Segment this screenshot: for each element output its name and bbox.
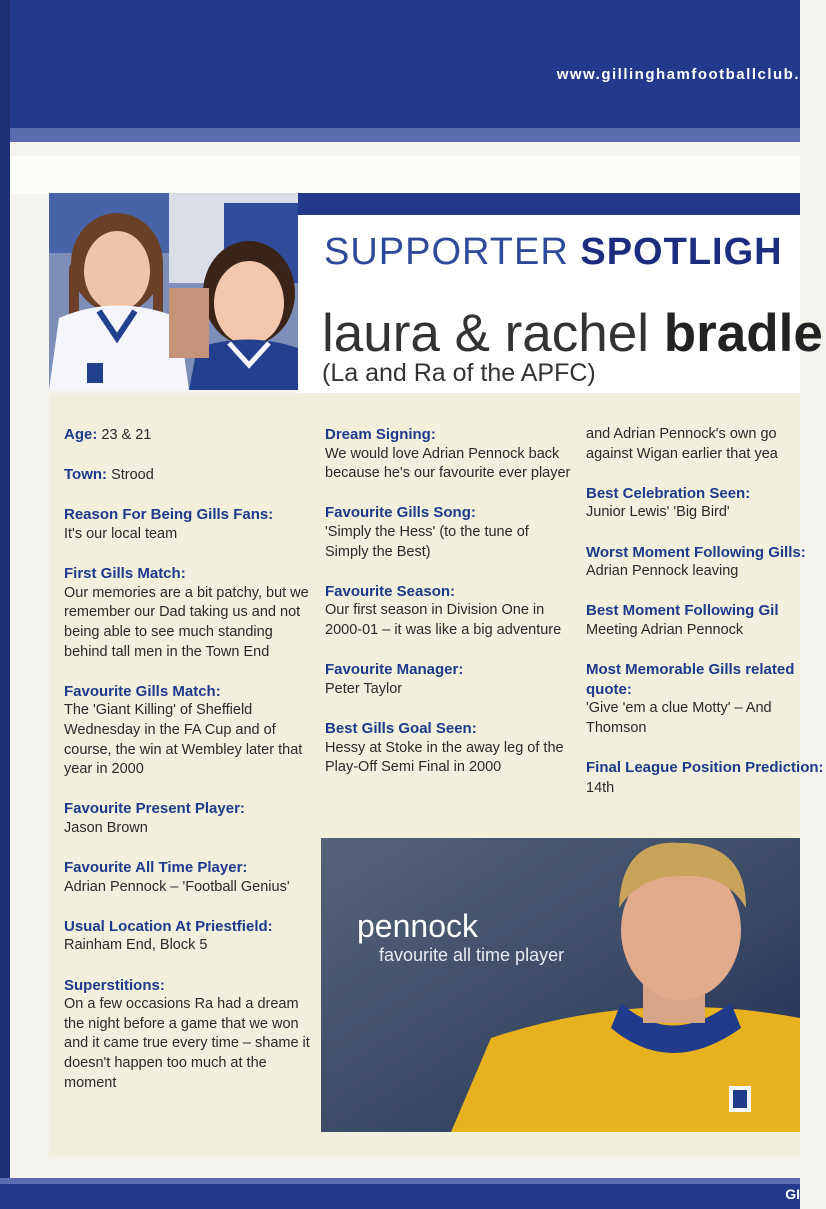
answer-text: Peter Taylor <box>325 680 403 697</box>
header-gap <box>10 156 800 194</box>
question-label: Worst Moment Following Gills: <box>586 543 806 561</box>
page-tag: GI <box>785 1186 800 1202</box>
qa-block <box>586 758 826 798</box>
answer-text: The 'Giant Killing' of Sheffield Wednesday in the FA Cup and of course, the win at Wembley later that year in 2000 <box>64 702 303 778</box>
qa-block <box>586 543 826 582</box>
question-label: Favourite Manager: <box>325 661 464 679</box>
feature-header <box>298 215 823 393</box>
answer-text: Adrian Pennock – 'Football Genius' <box>64 878 290 895</box>
qa-block <box>64 425 314 446</box>
answer-text: 'Simply the Hess' (to the tune of Simply the Best) <box>325 523 529 560</box>
player-name: pennock <box>357 908 478 944</box>
question-label: Superstitions: <box>64 976 165 994</box>
answer-text: 14th <box>586 779 615 796</box>
qa-block <box>64 682 314 780</box>
question-label: Final League Position Prediction: <box>586 759 824 777</box>
interview-column <box>586 425 826 818</box>
qa-block <box>586 425 826 464</box>
supporters-photo <box>49 193 298 390</box>
qa-block <box>325 425 575 484</box>
page-spine <box>0 0 10 1209</box>
qa-block <box>586 601 826 640</box>
qa-block <box>586 660 826 738</box>
supporter-nickname: (La and Ra of the APFC) <box>322 359 596 387</box>
answer-text: Hessy at Stoke in the away leg of the Play-Off Semi Final in 2000 <box>325 739 564 776</box>
question-label: Best Celebration Seen: <box>586 484 751 502</box>
answer-text: 'Give 'em a clue Motty' – And Thomson <box>586 700 772 736</box>
qa-block <box>64 465 314 486</box>
answer-text: On a few occasions Ra had a dream the night before a game that we won and it came true every time – shame it doesn't happen too much at the moment <box>64 996 310 1091</box>
answer-text: Strood <box>111 467 154 484</box>
qa-block <box>325 582 575 641</box>
qa-block <box>325 503 575 562</box>
qa-block <box>586 484 826 523</box>
qa-block <box>64 917 314 956</box>
answer-text: Junior Lewis' 'Big Bird' <box>586 504 730 521</box>
answer-text: We would love Adrian Pennock back because he's our favourite ever player <box>325 445 571 482</box>
answer-text: Rainham End, Block 5 <box>64 937 208 954</box>
banner-stripe <box>0 128 800 142</box>
qa-block <box>64 858 314 897</box>
answer-text: Our first season in Division One in 2000-01 – it was like a big adventure <box>325 602 562 638</box>
player-feature-photo <box>321 838 800 1132</box>
question-label: Best Moment Following Gil <box>586 602 779 620</box>
question-label: Favourite Gills Song: <box>325 504 476 522</box>
player-caption: favourite all time player <box>379 945 565 965</box>
question-label: First Gills Match: <box>64 565 186 583</box>
interview-column <box>64 425 314 1113</box>
question-label: Dream Signing: <box>325 426 436 443</box>
qa-block <box>64 564 314 662</box>
question-label: Most Memorable Gills related quote: <box>586 661 795 698</box>
qa-block <box>64 505 314 544</box>
question-label: Town: <box>64 466 108 484</box>
answer-text: 23 & 21 <box>101 427 152 443</box>
section-title: SUPPORTER SPOTLIGH <box>324 231 783 273</box>
question-label: Favourite Present Player: <box>64 800 245 818</box>
qa-block <box>64 799 314 838</box>
website-url: www.gillinghamfootballclub. <box>556 66 800 83</box>
qa-block <box>64 976 314 1094</box>
answer-text: Meeting Adrian Pennock <box>586 621 744 638</box>
answer-text: and Adrian Pennock's own go against Wigan earlier that yea <box>586 426 778 462</box>
interview-column <box>325 425 575 797</box>
question-label: Favourite All Time Player: <box>64 859 248 877</box>
title-bar <box>298 193 800 215</box>
bottom-banner <box>0 1178 800 1209</box>
answer-text: Our memories are a bit patchy, but we remember our Dad taking us and not being able to see much standing behind tall men in the Town End <box>64 584 309 660</box>
supporter-names: laura & rachel bradle <box>322 304 823 363</box>
answer-text: Adrian Pennock leaving <box>586 563 739 580</box>
question-label: Reason For Being Gills Fans: <box>64 506 274 524</box>
qa-block <box>325 719 575 778</box>
question-label: Best Gills Goal Seen: <box>325 719 477 737</box>
question-label: Age: <box>64 426 98 443</box>
question-label: Favourite Season: <box>325 582 456 600</box>
question-label: Favourite Gills Match: <box>64 682 221 700</box>
question-label: Usual Location At Priestfield: <box>64 917 273 935</box>
answer-text: It's our local team <box>64 525 178 542</box>
bottom-stripe <box>0 1178 800 1184</box>
answer-text: Jason Brown <box>64 819 148 836</box>
qa-block <box>325 660 575 699</box>
